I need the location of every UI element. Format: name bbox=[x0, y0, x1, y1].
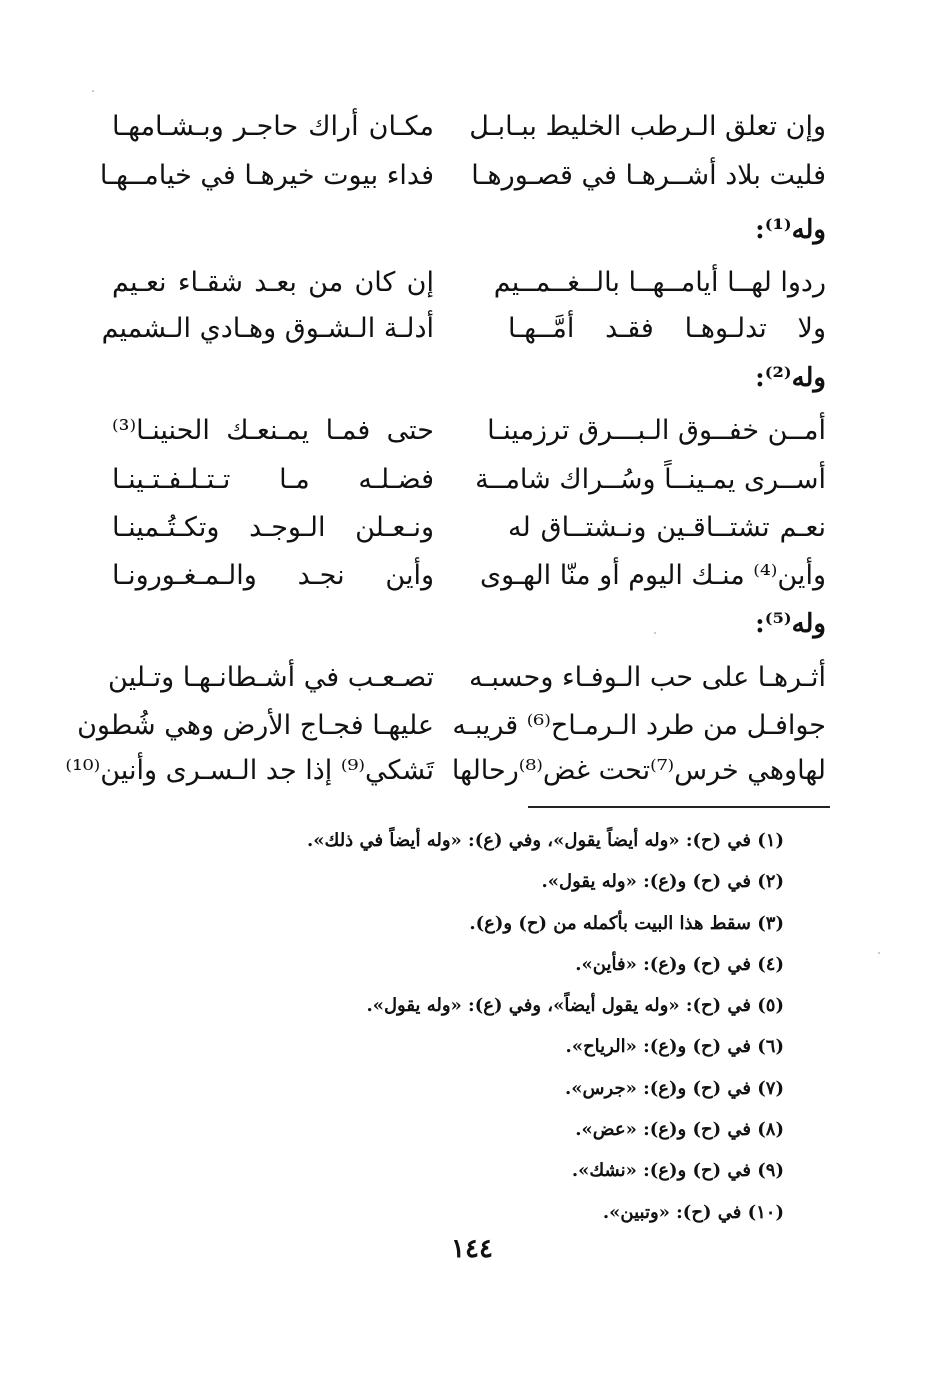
verse-first-hemistich: جوافـل من طرد الـرمـاح⁽⁶⁾ قريبـه bbox=[452, 710, 826, 741]
footnote: (٤) في (ح) و(ع): «فأين». bbox=[575, 953, 784, 975]
verse-line bbox=[0, 553, 944, 599]
verse-first-hemistich: أثـرهـا على حب الـوفـاء وحسبـه bbox=[469, 662, 826, 693]
footnote: (٥) في (ح): «وله يقول أيضاً»، وفي (ع): «وله يقول». bbox=[366, 995, 784, 1017]
verse-second-hemistich: تصـعـب في أشـطانـهـا وتـلين bbox=[108, 662, 434, 693]
verse-first-hemistich: أســرى يمـينــاً وسُــراك شامــة bbox=[475, 464, 826, 495]
verse-second-hemistich: ونـعـلن الـوجـد وتكـتُـمينـا bbox=[112, 512, 434, 543]
verse-line bbox=[0, 655, 944, 701]
verse-line bbox=[0, 306, 944, 352]
verse-line bbox=[0, 748, 944, 794]
poem-heading: وله⁽¹⁾: bbox=[755, 215, 826, 245]
footnote: (٧) في (ح) و(ع): «جرس». bbox=[565, 1077, 784, 1099]
scan-speck bbox=[878, 952, 880, 954]
verse-second-hemistich: حتى فمـا يمـنعـك الحنينـا⁽³⁾ bbox=[112, 415, 434, 446]
verse-second-hemistich: إن كان من بعـد شقـاء نعـيم bbox=[112, 267, 434, 298]
scan-speck bbox=[654, 632, 656, 634]
footnote: (١) في (ح): «وله أيضاً يقول»، وفي (ع): «وله أيضاً في ذلك». bbox=[307, 830, 784, 851]
scan-speck bbox=[92, 90, 94, 92]
verse-second-hemistich: مكـان أراك حاجـر وبـشـامهـا bbox=[112, 111, 434, 142]
poem-heading: وله⁽⁵⁾: bbox=[755, 609, 826, 639]
verse-line bbox=[0, 104, 944, 150]
verse-line bbox=[0, 153, 944, 199]
footnotes bbox=[144, 820, 784, 1233]
footnote: (٦) في (ح) و(ع): «الرياح». bbox=[565, 1036, 784, 1058]
verse-first-hemistich: أمــن خفــوق الـبـــرق ترزمينـا bbox=[487, 415, 826, 446]
verse-first-hemistich: وأين⁽⁴⁾ منـك اليوم أو منّا الهـوى bbox=[480, 560, 826, 591]
footnote: (٢) في (ح) و(ع): «وله يقول». bbox=[541, 871, 784, 893]
verse-line bbox=[0, 505, 944, 551]
verse-first-hemistich: نعـم تشتــاقـين ونـشتــاق له bbox=[508, 512, 826, 543]
verse-first-hemistich: ولا تدلـوهـا فقـد أمَّــهـا bbox=[508, 313, 826, 344]
verse-first-hemistich: وإن تعلق الـرطب الخليط ببـابـل bbox=[469, 111, 826, 142]
footnote: (٣) سقط هذا البيت بأكمله من (ح) و(ع). bbox=[469, 912, 784, 934]
footnote-divider bbox=[528, 806, 830, 808]
verse-second-hemistich: فضـلـه مـا تـتـلـفـتـينـا bbox=[112, 464, 434, 495]
verse-first-hemistich: ردوا لهــا أيامــهــا بالــغــمــيم bbox=[493, 267, 826, 298]
page-number: ١٤٤ bbox=[451, 1234, 493, 1264]
footnote: (١٠) في (ح): «وتبين». bbox=[602, 1201, 784, 1223]
footnote: (٨) في (ح) و(ع): «عض». bbox=[575, 1119, 784, 1141]
footnote: (٩) في (ح) و(ع): «نشك». bbox=[571, 1160, 784, 1182]
verse-second-hemistich: أدلـة الـشـوق وهـادي الـشميم bbox=[101, 313, 434, 344]
verse-first-hemistich: لهاوهي خرس⁽⁷⁾تحت غض⁽⁸⁾رحالها bbox=[451, 755, 826, 786]
verse-line bbox=[0, 408, 944, 454]
verse-first-hemistich: فليت بلاد أشــرهـا في قصـورهـا bbox=[471, 160, 826, 191]
verse-second-hemistich: وأين نجـد والـمـغـورونـا bbox=[112, 560, 434, 591]
poem-heading: وله⁽²⁾: bbox=[755, 363, 826, 393]
verse-second-hemistich: فداء بيوت خيرهـا في خيامــهـا bbox=[99, 160, 434, 191]
verse-second-hemistich: عليهـا فجـاج الأرض وهي شُطون bbox=[77, 710, 434, 741]
verse-line bbox=[0, 703, 944, 749]
verse-line bbox=[0, 260, 944, 306]
verse-line bbox=[0, 457, 944, 503]
verse-second-hemistich: تَشكي⁽⁹⁾ إذا جد الـسـرى وأنين⁽¹⁰⁾ bbox=[65, 755, 434, 786]
